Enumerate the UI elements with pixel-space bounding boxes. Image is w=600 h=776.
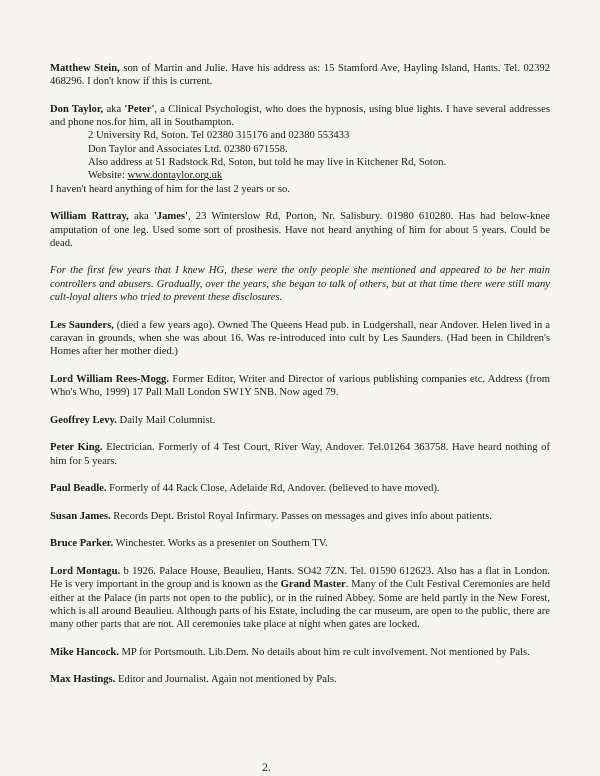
entry-alias: 'James' bbox=[153, 211, 188, 223]
document-body bbox=[50, 62, 550, 701]
address-line: 2 University Rd, Soton. Tel 02380 315176 and 02380 553433 bbox=[88, 130, 350, 142]
website-line bbox=[50, 169, 550, 182]
entry-name: Paul Beadle. bbox=[50, 483, 107, 495]
address-line: Also address at 51 Radstock Rd, Soton, but told he may live in Kitchener Rd, Soton. bbox=[88, 157, 447, 169]
entry-name: Lord Montagu. bbox=[50, 565, 121, 577]
entry-les-saunders bbox=[50, 319, 550, 359]
entry-max-hastings bbox=[50, 673, 550, 686]
entry-name: Max Hastings. bbox=[50, 674, 116, 686]
entry-lord-montagu bbox=[50, 565, 550, 631]
entry-main bbox=[50, 103, 550, 130]
entry-peter-king bbox=[50, 441, 550, 468]
entry-william-rattray bbox=[50, 210, 550, 250]
page-number: 2. bbox=[262, 760, 271, 774]
entry-text: Formerly of 44 Rack Close, Adelaide Rd, Andover. (believed to have moved). bbox=[106, 483, 440, 495]
entry-text: Electrician. Formerly of 4 Test Court, River Way, Andover. Tel.01264 363758. Have heard nothing of him for 5 years. bbox=[50, 442, 550, 467]
entry-name: Susan James. bbox=[50, 510, 111, 522]
entry-name: Peter King. bbox=[50, 442, 103, 454]
entry-note: I haven't heard anything of him for the last 2 years or so. bbox=[50, 183, 290, 195]
entry-text: , a Clinical Psychologist, who does the hypnosis, using blue lights. I have several addresses and phone nos.for him, all in Southampton. bbox=[50, 103, 550, 129]
entry-name: William Rattray, bbox=[50, 211, 129, 223]
entry-name: Matthew Stein, bbox=[50, 63, 120, 74]
entry-name: Les Saunders, bbox=[50, 319, 114, 331]
entry-bruce-parker bbox=[50, 537, 550, 550]
entry-text: aka bbox=[128, 211, 154, 223]
entry-text: Records Dept. Bristol Royal Infirmary. Passes on messages and gives info about patients. bbox=[110, 510, 492, 522]
entry-matthew-stein bbox=[50, 62, 550, 89]
italic-commentary: For the first few years that I knew HG, these were the only people she mentioned and appeared to be her main controllers and abusers. Gradually, over the years, she began to talk of others, but at that time there were still many cult-loyal alters who tried to prevent these disclosures. bbox=[50, 265, 550, 304]
entry-text: . Many of the Cult Festival Ceremonies are held either at the Palace (in parts not open to the public), or in the ruined Abbey. Some are held partly in the New Forest, which is all around Beaulieu. Although parts of his Estate, including the car museum, are open to the public, there are many other parts that are not. All ceremonies take place at night when gates are locked. bbox=[50, 579, 550, 631]
entry-name: Bruce Parker. bbox=[50, 538, 114, 550]
website-label: Website: bbox=[88, 170, 128, 182]
entry-name: Don Taylor, bbox=[50, 103, 104, 115]
entry-text: b 1926. Palace House, Beaulieu, Hants. SO42 7ZN. Tel. 01590 612623. Also has a flat in London. He is very important in the group and is known as the bbox=[50, 565, 550, 591]
entry-text: MP for Portsmouth. Lib.Dem. No details about him re cult involvement. Not mentioned by Pals. bbox=[118, 646, 530, 658]
entry-alias: 'Peter' bbox=[124, 103, 155, 115]
address-line: Don Taylor and Associates Ltd. 02380 671558. bbox=[88, 143, 288, 155]
entry-text: Daily Mail Columnist. bbox=[116, 414, 216, 426]
entry-name: Mike Hancock. bbox=[50, 646, 119, 658]
entry-text: son of Martin and Julie. Have his address as: 15 Stamford Ave, Hayling Island, Hants. Tel. 02392 468296. I don't know if this is current. bbox=[50, 63, 550, 88]
entry-geoffrey-levy bbox=[50, 414, 550, 427]
entry-text: (died a few years ago). Owned The Queens Head pub. in Ludgershall, near Andover. Helen lived in a caravan in grounds, when she was about 16. Was re-introduced into cult by Les Saunders. (Had been in Children's Homes after her mother died.) bbox=[50, 319, 550, 358]
entry-mike-hancock bbox=[50, 646, 550, 659]
website-link[interactable]: www.dontaylor.org.uk bbox=[127, 170, 223, 182]
entry-title-bold: Grand Master bbox=[280, 579, 346, 591]
entry-name: Geoffrey Levy. bbox=[50, 414, 117, 426]
entry-rees-mogg bbox=[50, 373, 550, 400]
entry-text: aka bbox=[103, 103, 125, 115]
entry-name: Lord William Rees-Mogg. bbox=[50, 373, 170, 385]
entry-paul-beadle bbox=[50, 482, 550, 495]
entry-text: Editor and Journalist. Again not mentioned by Pals. bbox=[115, 674, 337, 686]
entry-susan-james bbox=[50, 510, 550, 523]
entry-text: Winchester. Works as a presenter on Southern TV. bbox=[113, 538, 328, 550]
entry-text: Former Editor, Writer and Director of various publishing companies etc. Address (from Who's Who, 1999) 17 Pall Mall London SW1Y 5NB. Now aged 79. bbox=[50, 373, 550, 399]
entry-don-taylor bbox=[50, 103, 550, 196]
entry-text: , 23 Winterslow Rd, Porton, Nr. Salisbury. 01980 610280. Has had below-knee amputation of one leg. Used some sort of prosthesis. Have not heard anything of him for about 5 years. Could be dead. bbox=[50, 211, 551, 249]
